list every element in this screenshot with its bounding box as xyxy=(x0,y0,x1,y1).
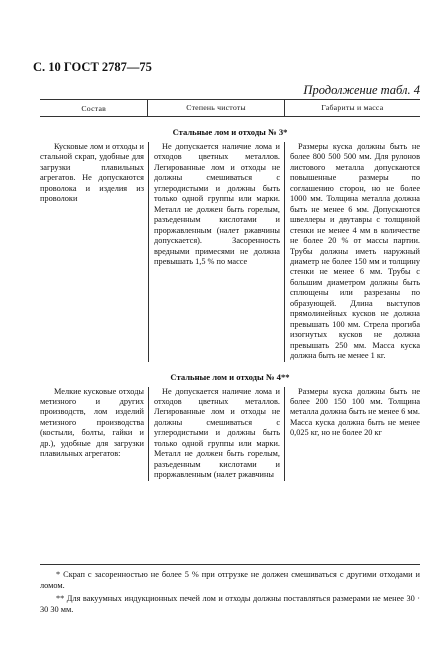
footnote: ** Для вакуумных индукционных печей лом и отходы должны поставляться размерами не менее 30 · 30 30 мм. xyxy=(40,594,420,614)
purity-cell: Не допускается наличие лома и отходов цветных металлов. Легированные лом и отходы не должны смешиваться с углеродистыми и должны быть только одной группы или марки. Металл не должен быть горелым, разъеденным кислотами и проржавленным (налет ржавчины xyxy=(148,387,284,481)
column-header-composition: Состав xyxy=(81,103,107,113)
table-row xyxy=(40,142,420,362)
table xyxy=(40,99,420,481)
purity-cell: Не допускается наличие лома и отходов цветных металлов. Легированные лом и отходы не должны смешиваться с углеродистыми и должны быть только одной группы или марки. Металл не должен быть горелым, разъеденным кислотами и проржавленным (налет ржавчины допускается). Засоренность вредными примесями не должна превышать 1,5 % по массе xyxy=(148,142,284,362)
footnotes xyxy=(40,564,420,618)
dimensions-cell: Размеры куска должны быть не более 800 500 500 мм. Для рулонов листового металла допускаются повышенные размеры по соглашению сторон, но не более 1000 мм. Толщина металла должна быть не менее 6 мм. Допускаются швеллеры и двутавры с толщиной стенки не менее 4 мм в количестве не более 20 % от массы партии. Трубы должны иметь наружный диаметр не более 150 мм и толщину стенки не менее 6 мм. Трубы с большим диаметром должны быть сплющены или разрезаны по образующей. Длина выступов прямолинейных кусков не должна превышать 100 мм. Стрела прогиба изогнутых кусков не должна превышать 250 мм. Масса куска должна быть не менее 1 кг. xyxy=(284,142,420,362)
column-header-dimensions: Габариты и масса xyxy=(284,100,420,116)
dimensions-cell: Размеры куска должны быть не более 200 150 100 мм. Толщина металла должна быть не менее 6 мм. Масса куска должна быть не менее 0,025 кг, но не более 20 кг xyxy=(284,387,420,481)
composition-cell: Кусковые лом и отходы и стальной скрап, удобные для загрузки плавильных агрегатов. Не допускаются проволока и изделия из проволоки xyxy=(40,142,144,204)
section-title: Стальные лом и отходы № 4** xyxy=(170,371,290,382)
section-title: Стальные лом и отходы № 3* xyxy=(172,127,288,137)
composition-cell: Мелкие кусковые отходы метизного и других производств, лом изделий метизного производства (костыли, болты, гайки и др.), удобные для загрузки плавильных агрегатов: xyxy=(40,386,144,459)
table-row xyxy=(40,387,420,481)
table-header-row xyxy=(40,100,420,117)
table-continuation-label: Продолжение табл. 4 xyxy=(303,83,420,97)
footnote: * Скрап с засоренностью не более 5 % при отгрузке не должен смешиваться с другими отходами и ломом. xyxy=(40,570,420,590)
column-header-purity: Степень чистоты xyxy=(147,100,283,116)
page-header: С. 10 ГОСТ 2787—75 xyxy=(33,60,152,74)
